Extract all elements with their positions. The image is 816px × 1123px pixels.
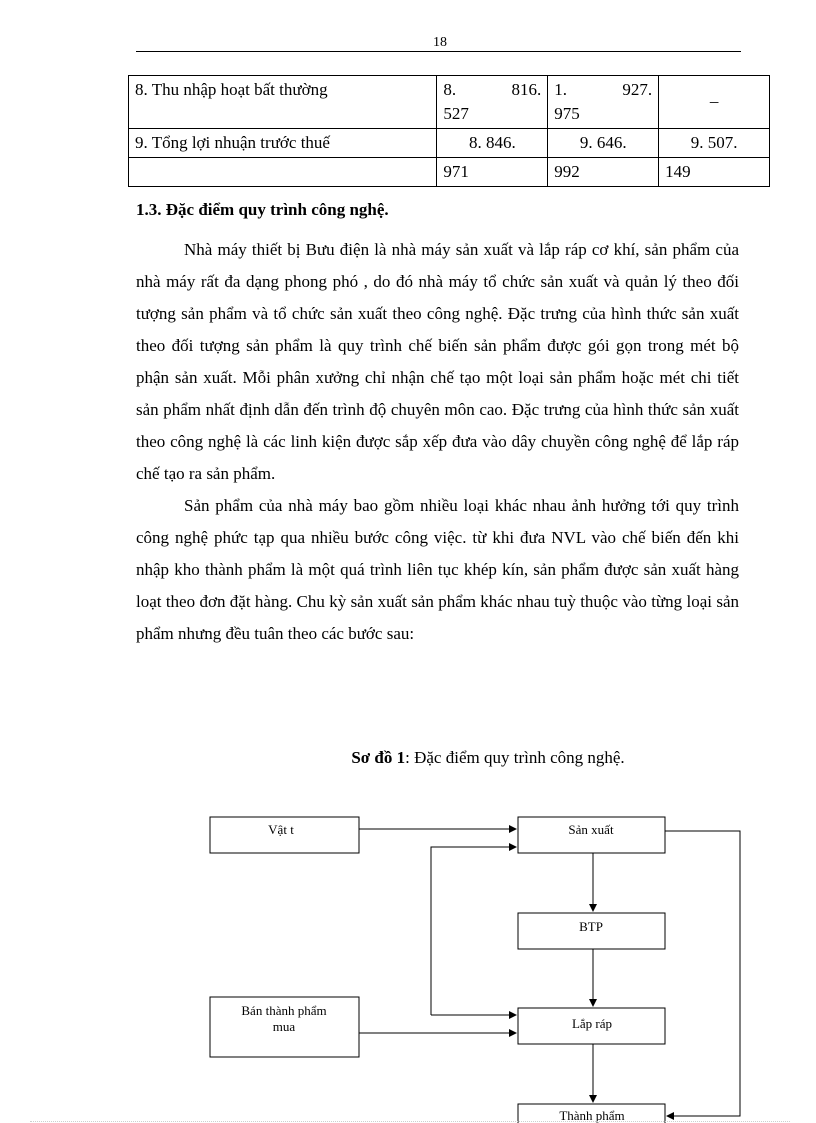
cell-part: 816.	[511, 80, 542, 99]
section-heading: 1.3. Đặc điểm quy trình công nghệ.	[136, 200, 389, 219]
paragraph: Nhà máy thiết bị Bưu điện là nhà máy sản xuất và lắp ráp cơ khí, sản phẩm của nhà máy rất đa dạng phong phó , do đó nhà máy tổ chức sản xuất và quản lý theo đối tượng sản phẩm và tổ chức sản xuất theo công nghệ. Đặc trưng của hình thức sản xuất theo đối tượng sản phẩm là quy trình chế biến sản phẩm được gói gọn trong mét bộ phận sản xuất. Mỗi phân xưởng chỉ nhận chế tạo một loại sản phẩm hoặc mét chi tiết sản phẩm nhất định dẫn đến trình độ chuyên môn cao. Đặc trưng của hình thức sản xuất theo công nghệ là các linh kiện được sắp xếp đưa vào dây chuyền công nghệ để lắp ráp chế tạo ra sản phẩm.	[136, 240, 739, 483]
table-cell: 149	[659, 158, 770, 187]
table-cell: 992	[548, 158, 659, 187]
cell-part: 1.	[554, 80, 568, 99]
node-label-thanh-pham: Thành phẩm	[559, 1108, 625, 1123]
node-label-vat-tu: Vật t	[268, 822, 294, 837]
caption-bold: Sơ đồ 1	[351, 748, 406, 767]
table-cell-label: 8. Thu nhập hoạt bất thường	[129, 76, 437, 129]
paragraph: Sản phẩm của nhà máy bao gồm nhiều loại khác nhau ảnh hưởng tới quy trình công nghệ phức tạp qua nhiều bước công việc. từ khi đưa NVL vào chế biến đến khi nhập kho thành phẩm là một quá trình liên tục khép kín, sản phẩm được sản xuất hàng loạt theo đơn đặt hàng. Chu kỳ sản xuất sản phẩm khác nhau tuỳ thuộc vào từng loại sản phẩm nhưng đều tuân theo các bước sau:	[136, 496, 739, 643]
cell-part: 975	[554, 104, 580, 123]
node-label-ban-thanh-pham-2: mua	[272, 1019, 296, 1034]
page-bottom-divider	[30, 1121, 790, 1122]
node-label-btp: BTP	[579, 919, 603, 934]
cell-part: _	[709, 86, 719, 105]
table-cell: 9. 507.	[659, 129, 770, 158]
table-cell: 9. 646.	[548, 129, 659, 158]
cell-part: 527	[443, 104, 469, 123]
caption-text: : Đặc điểm quy trình công nghệ.	[405, 748, 625, 767]
node-label-lap-rap: Lắp ráp	[571, 1016, 613, 1031]
arrow-loop-to-sanxuat	[431, 847, 516, 1015]
cell-part: 8.	[443, 80, 457, 99]
node-label-ban-thanh-pham: Bán thành phẩm	[241, 1003, 327, 1018]
table-cell: 8. 846.	[437, 129, 548, 158]
node-label-san-xuat: Sản xuất	[568, 822, 614, 837]
table-cell: 971	[437, 158, 548, 187]
cell-part: 927.	[622, 80, 653, 99]
table-cell-label: 9. Tổng lợi nhuận trước thuế	[129, 129, 437, 158]
arrow-sanxuat-thanhpham	[665, 831, 740, 1116]
page-number: 18	[433, 35, 447, 50]
